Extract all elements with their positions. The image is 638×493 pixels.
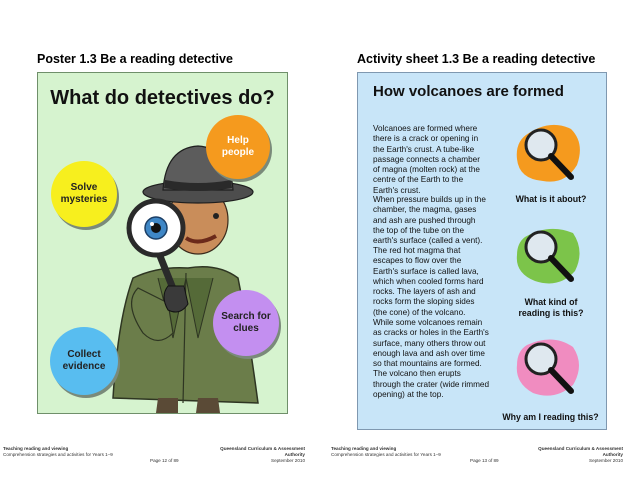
paragraph-1: Volcanoes are formed where there is a crack or opening in the Earth's crust. A tube-like passage connects a chamber of magna (molten rock) at the centre of the Earth to the Earth's crust. — [373, 124, 480, 195]
activity-sheet — [357, 72, 607, 430]
bubble-collect-evidence: Collect evidence — [50, 327, 118, 395]
magnifier-pink-icon — [511, 335, 583, 401]
paragraph-4: While some volcanoes remain as cracks or holes in the Earth's surface, many others throw out enough lava and ash over time so that mountains are formed. The volcano then erupts through the crater (wide rimmed opening) at the top. — [373, 318, 490, 400]
left-footer-left: Teaching reading and viewing Comprehension strategies and activities for Years 1–9 — [3, 446, 113, 457]
left-page-number: Page 12 of 89 — [150, 458, 179, 463]
magnifier-orange-icon — [511, 121, 583, 187]
right-footer-left: Teaching reading and viewing Comprehension strategies and activities for Years 1–9 — [331, 446, 441, 457]
paragraph-3: The red hot magma that escapes to flow over the Earth's surface is called lava, which when cooled forms hard rocks. The layers of ash and rocks form the sloping sides (the cone) of the volcano. — [373, 246, 484, 317]
right-page-number: Page 13 of 89 — [470, 458, 499, 463]
sheet-title: How volcanoes are formed — [373, 83, 564, 100]
detective-poster — [37, 72, 288, 414]
poster-title: What do detectives do? — [50, 87, 275, 109]
magnifier-green-icon — [511, 223, 583, 289]
bubble-help-people: Help people — [206, 115, 270, 179]
question-why: Why am I reading this? — [502, 412, 599, 422]
right-footer-right: Queensland Curriculum & Assessment Authority September 2010 — [538, 446, 623, 463]
bubble-solve-mysteries: Solve mysteries — [51, 161, 117, 227]
question-kind: What kind of reading is this? — [518, 297, 584, 318]
left-footer-right: Queensland Curriculum & Assessment Authority September 2010 — [220, 446, 305, 463]
paragraph-2: When pressure builds up in the chamber, the magma, gases and ash are pushed through the top of the tube on the earth's surface (called a vent). — [373, 195, 486, 246]
bubble-search-for-clues: Search for clues — [213, 290, 279, 356]
question-about: What is it about? — [515, 194, 587, 204]
poster-heading: Poster 1.3 Be a reading detective — [37, 52, 233, 66]
activity-heading: Activity sheet 1.3 Be a reading detective — [357, 52, 596, 66]
